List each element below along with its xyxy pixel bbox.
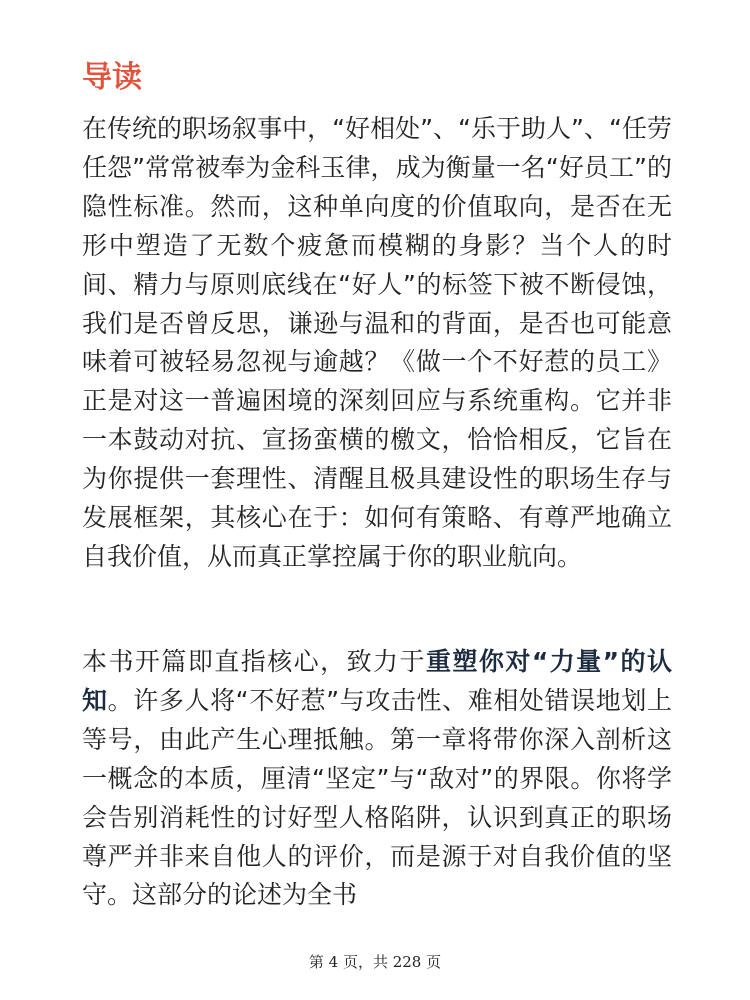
intro-paragraph: 在传统的职场叙事中，“好相处”、“乐于助人”、“任劳任怨”常常被奉为金科玉律，成为衡量一名“好员工”的隐性标准。然而，这种单向度的价值取向，是否在无形中塑造了无数个疲惫而模糊的身影？当个人的时间、精力与原则底线在“好人”的标签下被不断侵蚀，我们是否曾反思，谦逊与温和的背面，是否也可能意味着可被轻易忽视与逾越？《做一个不好惹的员工》正是对这一普遍困境的深刻回应与系统重构。它并非一本鼓动对抗、宣扬蛮横的檄文，恰恰相反，它旨在为你提供一套理性、清醒且极具建设性的职场生存与发展框架，其核心在于：如何有策略、有尊严地确立自我价值，从而真正掌控属于你的职业航向。 xyxy=(82,114,672,571)
paragraph-rest-text: 。许多人将“不好惹”与攻击性、难相处错误地划上等号，由此产生心理抵触。第一章将带你深入剖析这一概念的本质，厘清“坚定”与“敌对”的界限。你将学会告别消耗性的讨好型人格陷阱，认识到真正的职场尊严并非来自他人的评价，而是源于对自我价值的坚守。这部分的论述为全书 xyxy=(82,685,672,910)
section-heading: 导读 xyxy=(82,60,142,95)
core-paragraph xyxy=(82,643,672,915)
emphasized-text: 重塑你对“力量”的认知 xyxy=(82,647,672,715)
paragraph-lead-text: 本书开篇即直指核心，致力于 xyxy=(82,647,426,676)
page-number-footer: 第 4 页，共 228 页 xyxy=(308,953,442,971)
